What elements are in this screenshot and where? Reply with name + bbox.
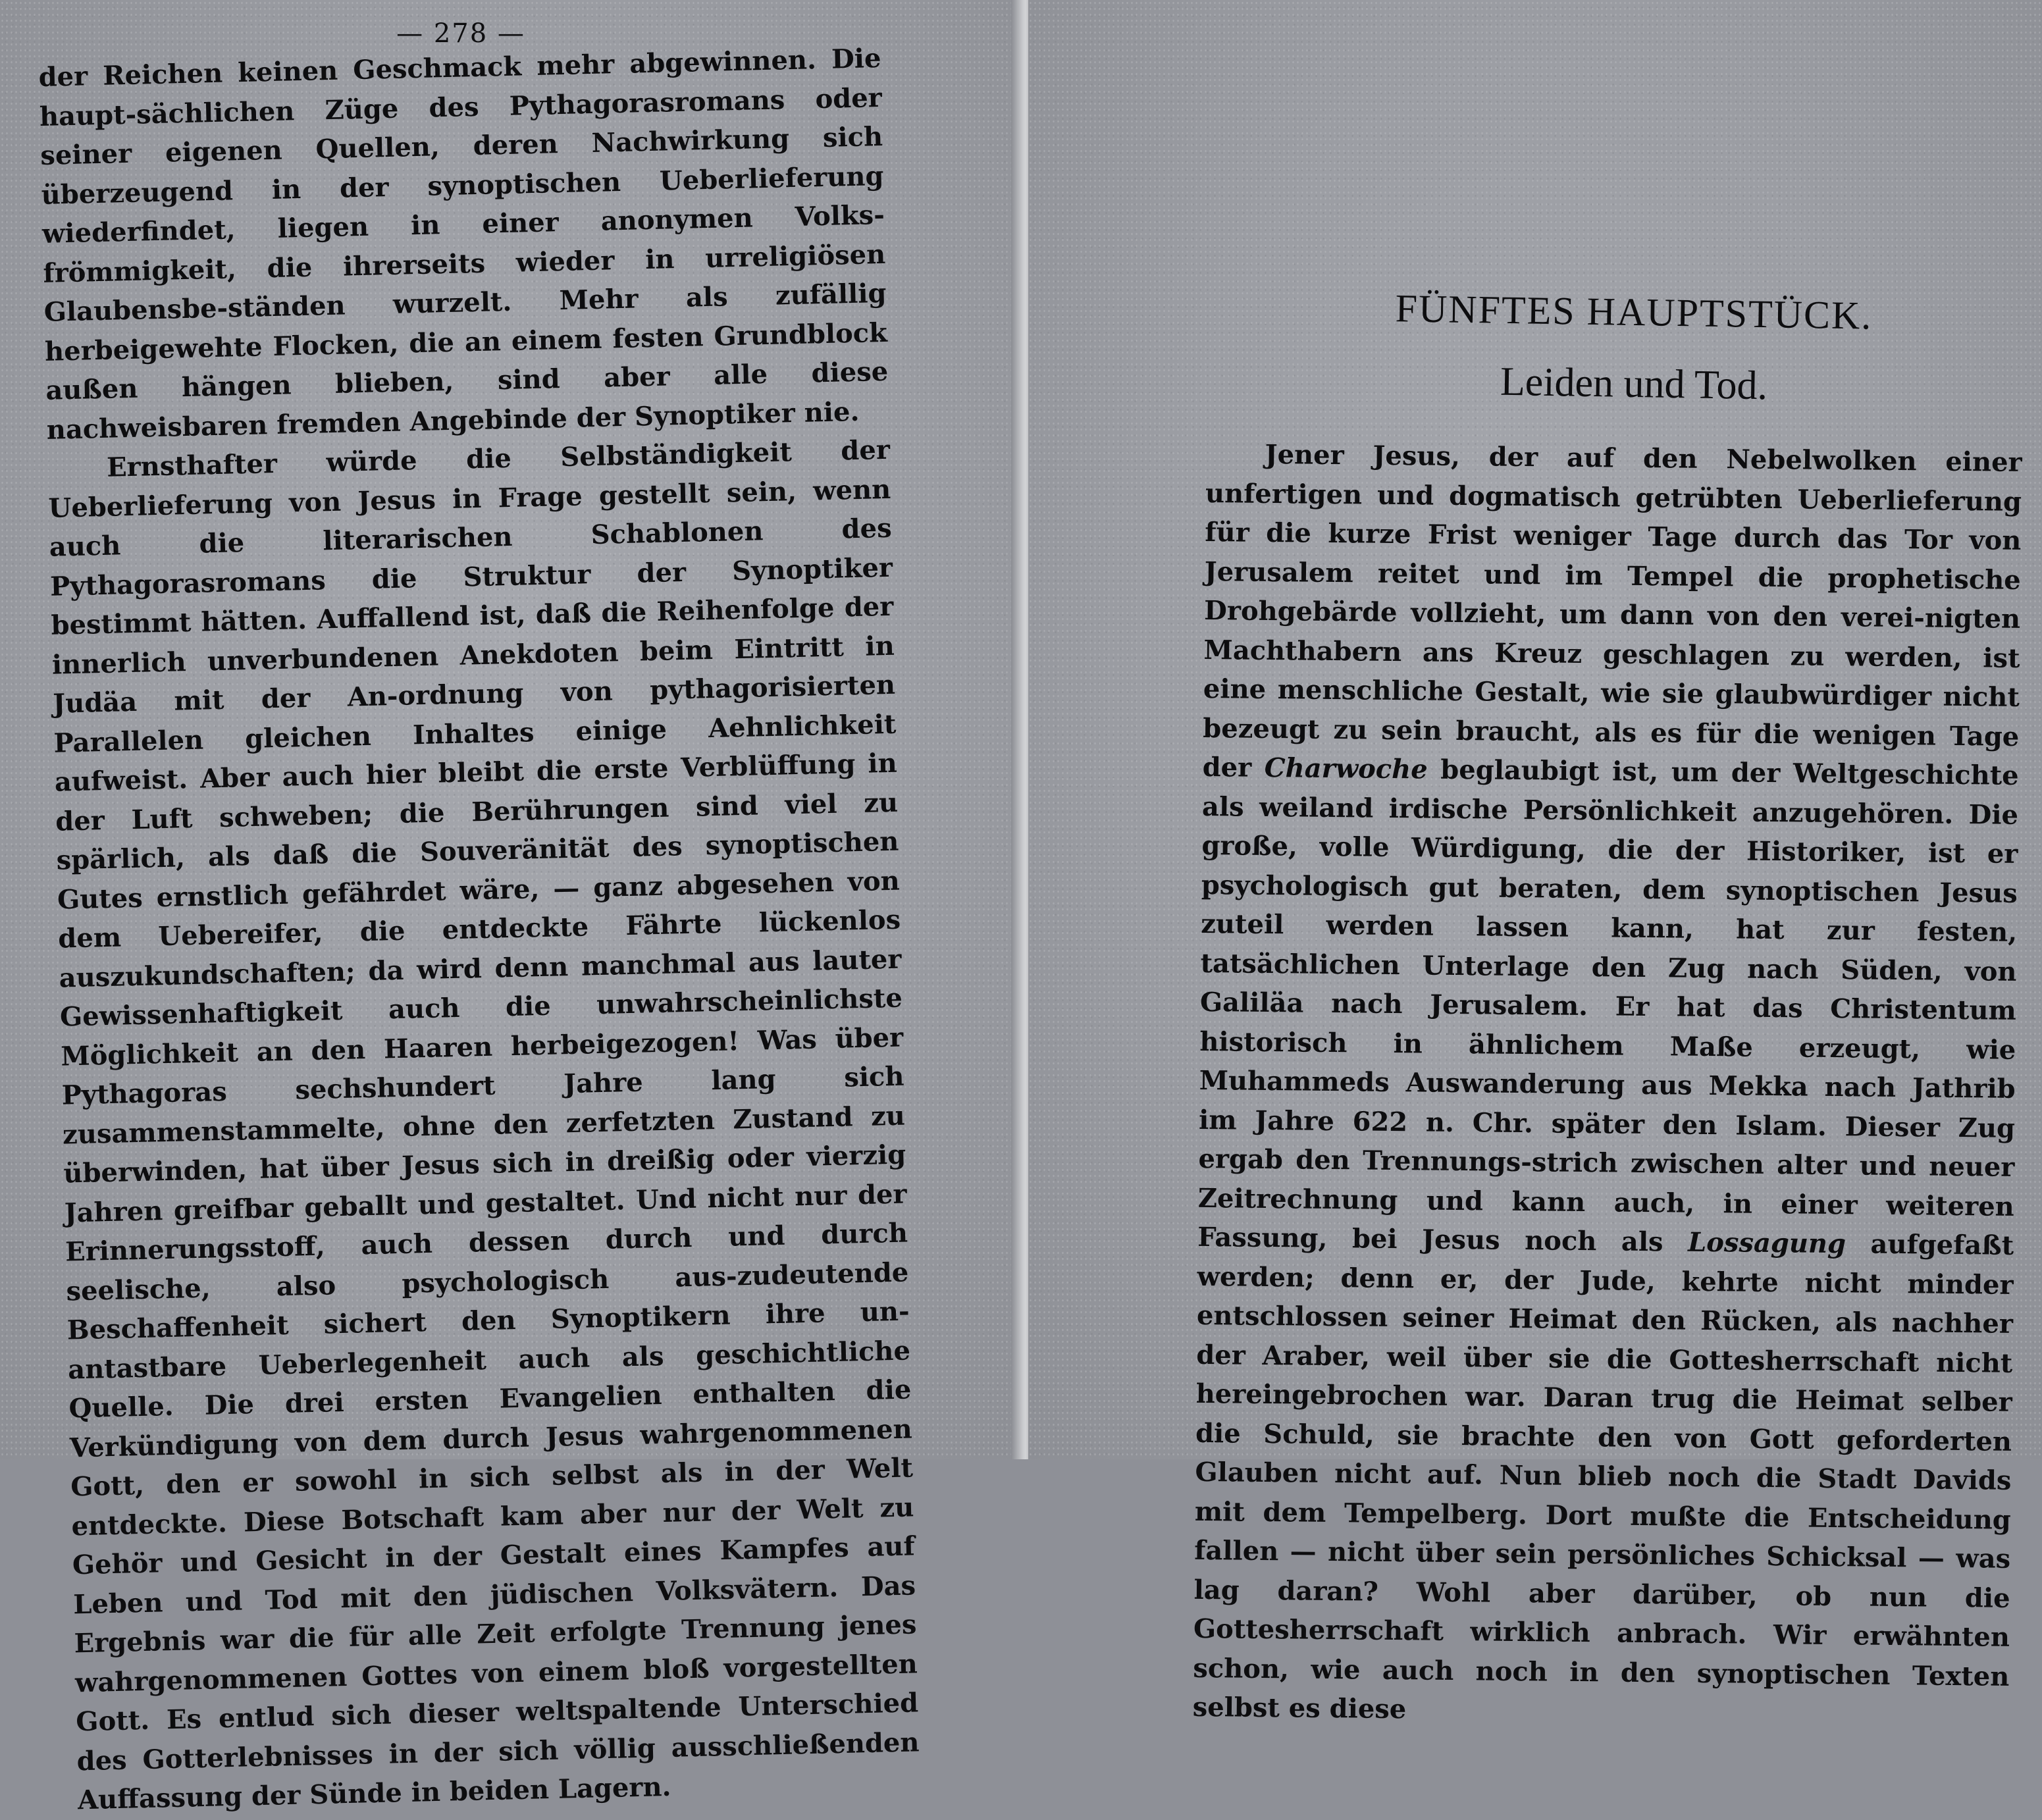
chapter-heading: FÜNFTES HAUPTSTÜCK. <box>1395 286 1873 338</box>
chapter-subtitle: Leiden und Tod. <box>1500 359 1768 409</box>
left-paragraph-1: der Reichen keinen Geschmack mehr abgewinnen. Die haupt-sächlichen Züge des Pythagorasromans oder seiner eigenen Quellen, deren Nachwirkung sich überzeugend in der synoptischen Ueberlieferung wiederfindet, liegen in einer anonymen Volks-frömmigkeit, die ihrerseits wieder in urreligiösen Glaubensbe-ständen wurzelt. Mehr als zufällig herbeigewehte Flocken, die an einem festen Grundblock außen hängen blieben, sind aber alle diese nachweisbaren fremden Angebinde der Synoptiker nie. <box>38 42 889 446</box>
right-page <box>1028 0 2042 1725</box>
left-paragraph-2: Ernsthafter würde die Selbständigkeit der Ueberlieferung von Jesus in Frage gestellt sein, wenn auch die literarischen Schablonen des Pythagorasromans die Struktur der Synoptiker bestimmt hätten. Auffallend ist, daß die Reihenfolge der innerlich unverbundenen Anekdoten beim Eintritt in Judäa mit der An-ordnung von pythagorisierten Parallelen gleichen Inhaltes einige Aehnlichkeit aufweist. Aber auch hier bleibt die erste Verblüffung in der Luft schweben; die Berührungen sind viel zu spärlich, als daß die Souveränität des synoptischen Gutes ernstlich gefährdet wäre, — ganz abgesehen von dem Uebereifer, die entdeckte Fährte lückenlos auszukundschaften; da wird denn manchmal aus lauter Gewissenhaftigkeit auch die unwahrscheinlichste Möglichkeit an den Haaren herbeigezogen! Was über Pythagoras sechshundert Jahre lang sich zusammenstammelte, ohne den zerfetzten Zustand zu überwinden, hat über Jesus sich in dreißig oder vierzig Jahren greifbar geballt und gestaltet. Und nicht nur der Erinnerungsstoff, auch dessen durch und durch seelische, also psychologisch aus-zudeutende Beschaffenheit sichert den Synoptikern ihre un-antastbare Ueberlegenheit auch als geschichtliche Quelle. Die drei ersten Evangelien enthalten die Verkündigung von dem durch Jesus wahrgenommenen Gott, den er sowohl in sich selbst als in der Welt entdeckte. Diese Botschaft kam aber nur der Welt zu Gehör und Gesicht in der Gestalt eines Kampfes auf Leben und Tod mit den jüdischen Volksvätern. Das Ergebnis war die für alle Zeit erfolgte Trennung jenes wahrgenommenen Gottes von einem bloß vorgestellten Gott. Es entlud sich dieser weltspaltende Unterschied des Gotterlebnisses in der sich völlig ausschließenden Auffassung der Sünde in beiden Lagern. <box>47 434 920 1816</box>
right-page-text <box>1192 434 2022 1735</box>
italic-term-charwoche: Charwoche <box>1264 752 1428 785</box>
text-run: beglaubigt ist, um der Weltgeschichte als weiland irdische Persönlichkeit anzugehören. Die große, volle Würdigung, die der Historiker, ist er psychologisch gut beraten, dem synoptischen Jesus zuteil werden lassen kann, hat zur festen, tatsächlichen Unterlage den Zug nach Süden, von Galiläa nach Jerusalem. Er hat das Christentum historisch in ähnlichem Maße erzeugt, wie Muhammeds Auswanderung aus Mekka nach Jathrib im Jahre 622 n. Chr. später den Islam. Dieser Zug ergab den Trennungs-strich zwischen alter und neuer Zeitrechnung und kann auch, in einer weiteren Fassung, bei Jesus noch als <box>1197 754 2019 1258</box>
page-number: — 278 — <box>396 18 525 49</box>
left-page-text <box>38 39 920 1820</box>
text-run: Jener Jesus, der auf den Nebelwolken einer unfertigen und dogmatisch getrübten Ueberlieferung für die kurze Frist weniger Tage durch das Tor von Jerusalem reitet und im Tempel die prophetische Drohgebärde vollzieht, um dann von den verei-nigten Machthabern ans Kreuz geschlagen zu werden, ist eine menschliche Gestalt, wie sie glaubwürdiger nicht bezeugt zu sein braucht, als es für die wenigen Tage der <box>1202 438 2022 783</box>
right-paragraph-1 <box>1192 434 2022 1735</box>
italic-term-lossagung: Lossagung <box>1687 1226 1846 1260</box>
text-run: aufgefaßt werden; denn er, der Jude, kehrte nicht minder entschlossen seiner Heimat den Rücken, als nachher der Araber, weil über sie die Gottesherrschaft nicht hereingebrochen war. Daran trug die Heimat selber die Schuld, sie brachte den von Gott geforderten Glauben nicht auf. Nun blieb noch die Stadt Davids mit dem Tempelberg. Dort mußte die Entscheidung fallen — nicht über sein persönliches Schicksal — was lag daran? Wohl aber darüber, ob nun die Gottesherrschaft wirklich anbrach. Wir erwähnten schon, wie auch noch in den synoptischen Texten selbst es diese <box>1192 1228 2014 1725</box>
